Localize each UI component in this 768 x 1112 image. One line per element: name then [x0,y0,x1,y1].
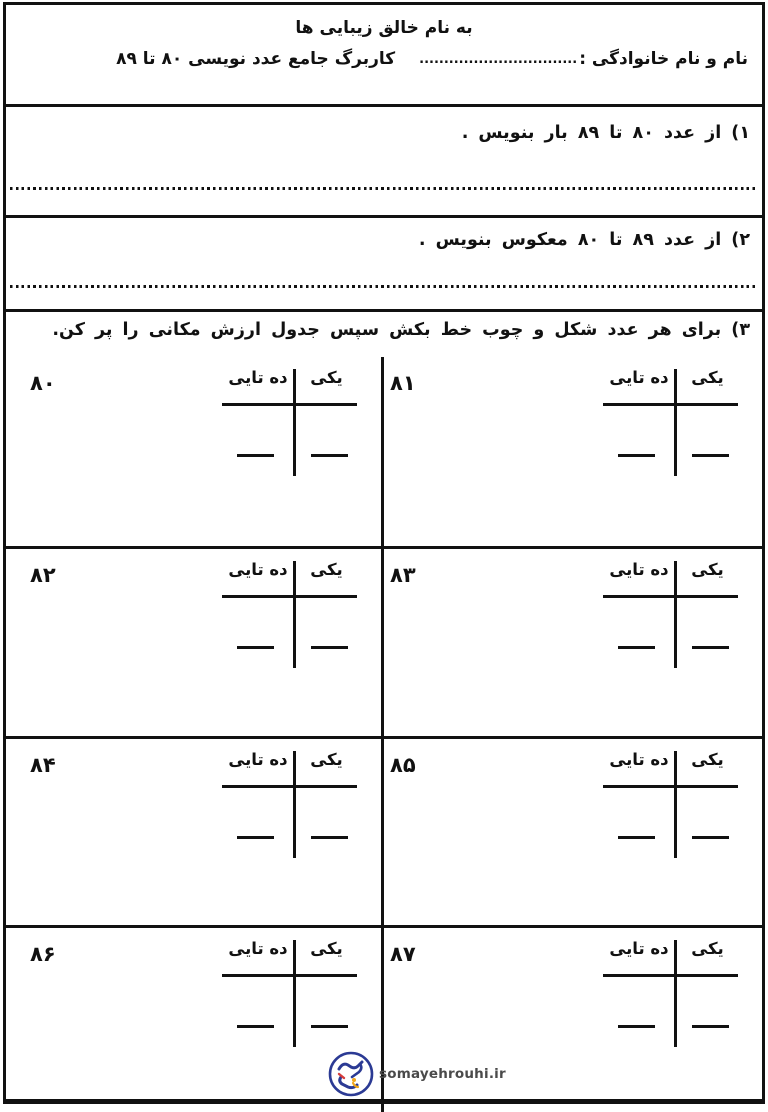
ones-answer-blank [692,454,729,457]
grid-cell-80 [6,357,384,546]
ones-column-header: یکی [310,749,343,769]
question-3-section [6,309,762,1112]
cell-number: ۸۷ [390,941,416,966]
tens-answer-blank [618,836,655,839]
ones-answer-blank [311,836,348,839]
place-value-table [222,748,357,861]
tens-answer-blank [618,454,655,457]
table-vertical-line [674,369,677,476]
ones-column-header: یکی [691,560,724,580]
cell-number: ۸۶ [30,941,56,966]
table-vertical-line [674,940,677,1047]
worksheet-header [6,18,762,104]
place-value-table [603,937,738,1050]
tens-column-header: ده تایی [609,560,669,580]
question-2-section [6,215,762,309]
site-logo-icon [327,1050,375,1098]
tens-answer-blank [237,646,274,649]
tens-column-header: ده تایی [228,749,288,769]
site-url: somayehrouhi.ir [379,1066,506,1082]
table-horizontal-line [222,595,357,598]
question-1-text: ۱) از عدد ۸۰ تا ۸۹ بار بنویس . [461,123,750,143]
ones-column-header: یکی [310,368,343,387]
worksheet-sheet [3,2,765,1104]
table-horizontal-line [603,403,738,406]
tens-answer-blank [237,836,274,839]
grid-cell-84 [6,736,384,925]
ones-answer-blank [311,454,348,457]
ones-column-header: یکی [691,749,724,769]
tens-answer-blank [618,1025,655,1028]
tens-answer-blank [237,454,274,457]
cell-number: ۸۰ [30,371,56,395]
cell-number: ۸۲ [30,563,56,588]
table-vertical-line [674,751,677,858]
ones-column-header: یکی [691,938,724,958]
name-blank-dots: ................................ [419,52,578,67]
table-vertical-line [674,561,677,668]
site-footer [327,1050,506,1098]
tens-column-header: ده تایی [609,938,669,958]
tens-column-header: ده تایی [228,368,288,387]
table-vertical-line [293,369,296,476]
cell-number: ۸۵ [390,752,416,777]
ones-column-header: یکی [310,560,343,580]
table-vertical-line [293,561,296,668]
answer-dotted-line-1 [10,187,758,190]
place-value-grid [6,357,762,1112]
grid-cell-83 [384,546,762,735]
grid-cell-81 [384,357,762,546]
place-value-table [222,366,357,479]
header-name-title-row [6,49,762,69]
cell-number: ۸۴ [30,752,56,777]
place-value-table [603,558,738,671]
cell-number: ۸۳ [390,563,416,588]
cell-number: ۸۱ [390,371,416,395]
table-vertical-line [293,940,296,1047]
place-value-table [603,366,738,479]
ones-answer-blank [692,646,729,649]
tens-answer-blank [618,646,655,649]
tens-column-header: ده تایی [228,560,288,580]
question-3-text: ۳) برای هر عدد شکل و چوب خط بکش سپس جدول ارزش مکانی را پر کن. [52,320,750,340]
table-horizontal-line [603,595,738,598]
ones-answer-blank [311,646,348,649]
worksheet-title: کاربرگ جامع عدد نویسی ۸۰ تا ۸۹ [116,49,396,69]
question-2-text: ۲) از عدد ۸۹ تا ۸۰ معکوس بنویس . [418,230,750,250]
bismillah-text: به نام خالق زیبایی ها [295,18,473,38]
place-value-table [222,558,357,671]
ones-answer-blank [692,836,729,839]
ones-column-header: یکی [310,938,343,958]
table-horizontal-line [222,403,357,406]
ones-answer-blank [311,1025,348,1028]
place-value-table [222,937,357,1050]
tens-column-header: ده تایی [228,938,288,958]
tens-column-header: ده تایی [609,368,669,387]
tens-column-header: ده تایی [609,749,669,769]
grid-cell-82 [6,546,384,735]
place-value-table [603,748,738,861]
question-1-section [6,104,762,215]
table-horizontal-line [222,785,357,788]
name-field-label: نام و نام خانوادگی : [579,49,748,69]
name-field [417,49,748,69]
table-horizontal-line [222,974,357,977]
table-horizontal-line [603,974,738,977]
ones-column-header: یکی [691,368,724,387]
table-horizontal-line [603,785,738,788]
tens-answer-blank [237,1025,274,1028]
table-vertical-line [293,751,296,858]
grid-cell-85 [384,736,762,925]
ones-answer-blank [692,1025,729,1028]
answer-dotted-line-2 [10,285,758,288]
